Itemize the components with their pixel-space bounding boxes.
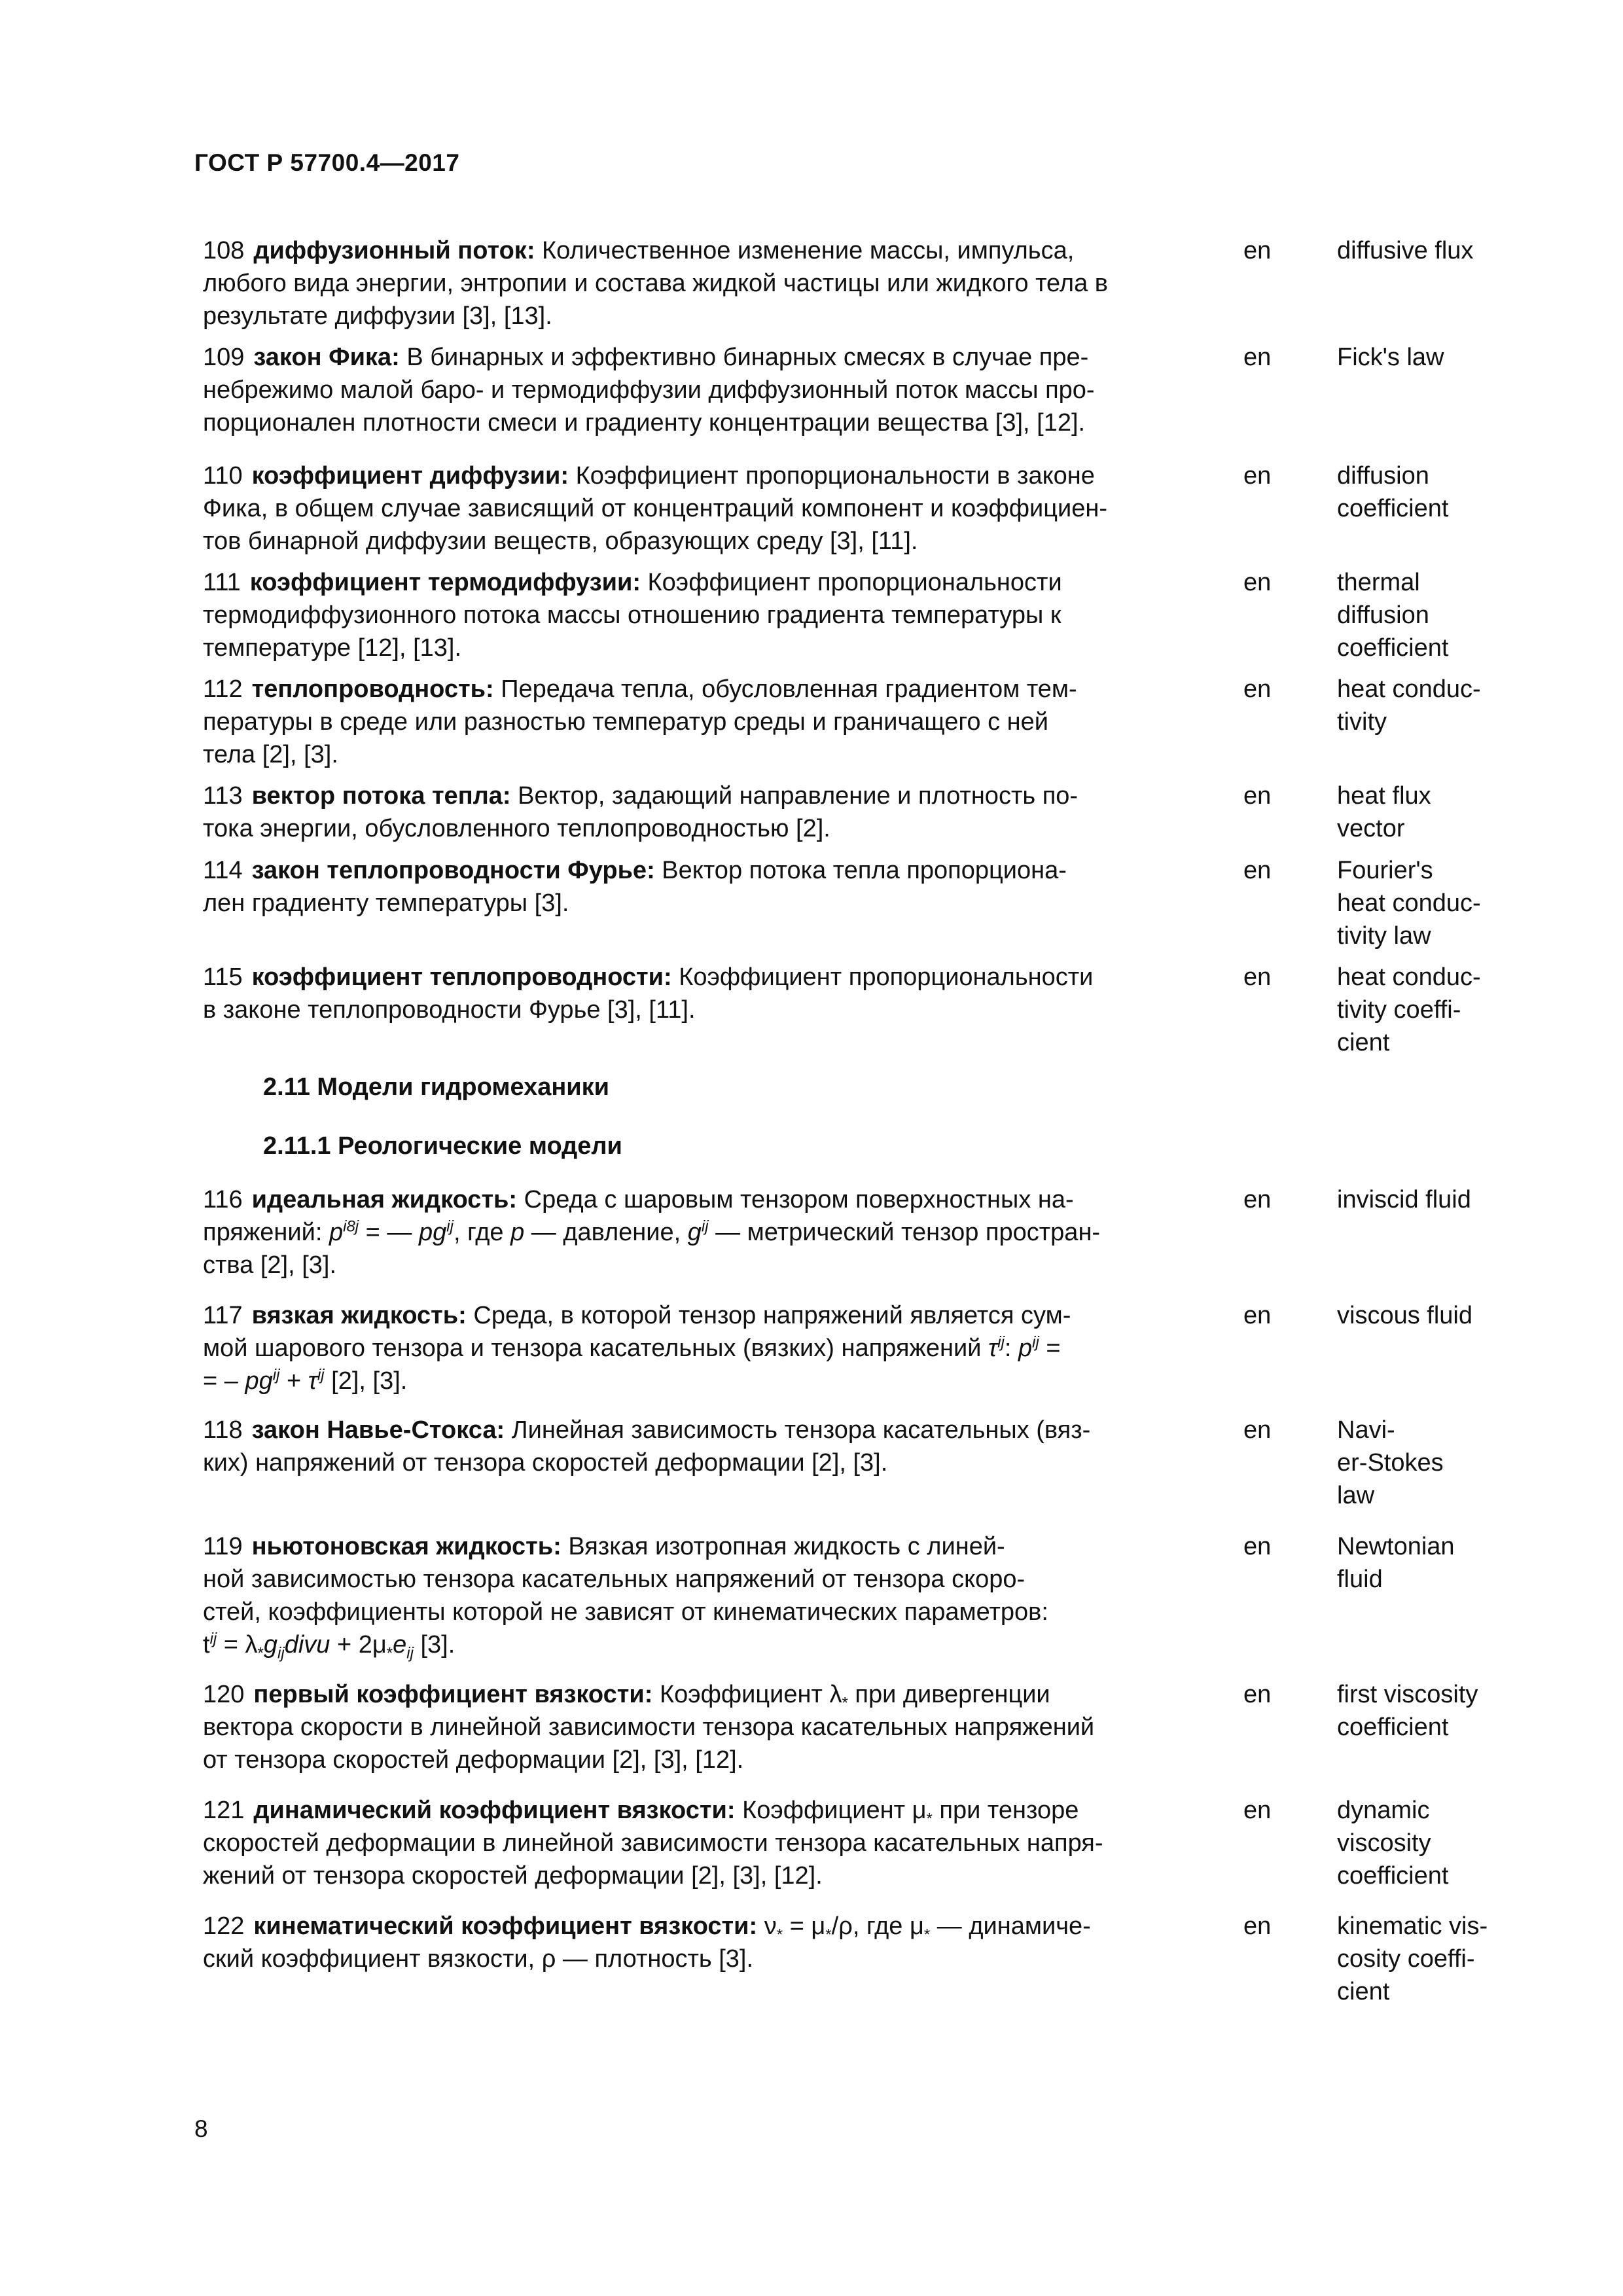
term-name: первый коэффициент вязкости: [253, 1681, 653, 1708]
term-name: диффузионный поток: [253, 237, 535, 264]
definition-line: Коэффициент пропорциональности [647, 569, 1062, 596]
term-name: динамический коэффициент вязкости: [253, 1797, 736, 1824]
definition-line: термодиффузионного потока массы отношению градиента температуры к [203, 601, 1061, 629]
term-name: коэффициент диффузии: [251, 462, 569, 490]
term-definition [203, 234, 1185, 332]
language-code: en [1243, 569, 1272, 596]
language-code: en [1243, 1533, 1272, 1560]
definition-line: Фика, в общем случае зависящий от концентраций компонент и коэффициен- [203, 495, 1108, 522]
definition-line: тока энергии, обусловленного теплопроводностью [2]. [203, 815, 830, 842]
term-name: закон Фика: [253, 344, 400, 371]
definition-line: Вектор, задающий направление и плотность по- [518, 782, 1079, 810]
english-equivalent: heat flux vector [1337, 782, 1431, 842]
definition-line: В бинарных и эффективно бинарных смесях в случае пре- [406, 344, 1089, 371]
term-definition: 122 кинематический коэффициент вязкости: $\nu_* = \mu_*/\rho$, где $\mu_*$ — динамиче- ский коэффициент вязкости, ρ — плотность [3]. [203, 1912, 1091, 1973]
term-definition [203, 1414, 1185, 1479]
definition-line: результате диффузии [3], [13]. [203, 302, 552, 330]
language-code: en [1243, 1912, 1272, 1940]
english-equivalent: Fick's law [1337, 344, 1444, 371]
english-equivalent: thermal diffusion coefficient [1337, 569, 1449, 662]
definition-line: пературы в среде или разностью температур среды и граничащего с ней [203, 708, 1049, 736]
term-name: кинематический коэффициент вязкости: [253, 1912, 758, 1940]
term-number: 109 [203, 344, 245, 371]
definition-line: Линейная зависимость тензора касательных (вяз- [511, 1416, 1091, 1444]
term-number: 113 [203, 782, 243, 810]
language-code: en [1243, 1681, 1272, 1708]
term-name: ньютоновская жидкость: [251, 1533, 562, 1560]
english-equivalent: kinematic vis- cosity coeffi- cient [1337, 1912, 1488, 2005]
term-name: идеальная жидкость: [251, 1186, 518, 1213]
english-equivalent: first viscosity coefficient [1337, 1681, 1478, 1741]
page-number: 8 [194, 2115, 208, 2142]
term-number: 115 [203, 963, 243, 991]
definition-line: Передача тепла, обусловленная градиентом тем- [501, 675, 1077, 703]
term-definition [203, 566, 1185, 664]
language-code: en [1243, 1302, 1272, 1329]
term-definition [203, 961, 1185, 1026]
definition-line: любого вида энергии, энтропии и состава жидкой частицы или жидкого тела в [203, 270, 1108, 297]
definition-line: Вектор потока тепла пропорциона- [662, 857, 1067, 884]
english-equivalent: Navi- er-Stokes law [1337, 1416, 1444, 1509]
term-definition: 116 идеальная жидкость: Среда с шаровым тензором поверхностных на- пряжений: $p^{i8j}$ = — $pg^{ij}$, где p — давление, $g^{ij}$ — метрический тензор простран- ства [2], [3]. [203, 1186, 1101, 1279]
definition-line: порционален плотности смеси и градиенту концентрации вещества [3], [12]. [203, 409, 1086, 437]
term-definition: 117 вязкая жидкость: Среда, в которой тензор напряжений является сум- мой шарового тензора и тензора касательных (вязких) напряжений $\tau^{ij}$: $p^{ij}$ = = – $pg^{ij} + \tau^{ij}$ [2], [3]. [203, 1302, 1071, 1395]
term-name: коэффициент теплопроводности: [251, 963, 672, 991]
term-definition [203, 780, 1185, 845]
term-name: вектор потока тепла: [251, 782, 511, 810]
definition-line: лен градиенту температуры [3]. [203, 889, 569, 917]
term-number: 121 [203, 1797, 245, 1824]
definition-line: Коэффициент пропорциональности [679, 963, 1094, 991]
term-definition [203, 854, 1185, 920]
term-definition [203, 459, 1185, 558]
language-code: en [1243, 963, 1272, 991]
term-number: 108 [203, 237, 245, 264]
english-equivalent: dynamic viscosity coefficient [1337, 1797, 1449, 1890]
english-equivalent: heat conduc- tivity [1337, 675, 1481, 736]
language-code: en [1243, 857, 1272, 884]
language-code: en [1243, 237, 1272, 264]
term-number: 110 [203, 462, 243, 490]
definition-line: Количественное изменение массы, импульса, [542, 237, 1075, 264]
english-equivalent: viscous fluid [1337, 1302, 1472, 1329]
language-code: en [1243, 462, 1272, 490]
english-equivalent: diffusive flux [1337, 237, 1474, 264]
term-number: 116 [203, 1186, 243, 1213]
document-header: ГОСТ Р 57700.4—2017 [194, 149, 460, 176]
term-definition: 120 первый коэффициент вязкости: Коэффициент $\lambda_*$ при дивергенции вектора скорости в линейной зависимости тензора касательных напряжений от тензора скоростей деформации [2], [3], [12]. [203, 1681, 1095, 1774]
term-name: теплопроводность: [251, 675, 494, 703]
term-definition: 119 ньютоновская жидкость: Вязкая изотропная жидкость с линей- ной зависимостью тензора касательных напряжений от тензора скоро- стей, коэффициенты которой не зависят от кинематических параметров: $t^{ij}$ = $\lambda_*g_{ij}divu + 2\mu_*e_{ij}$ [3]. [203, 1533, 1048, 1662]
definition-line: тела [2], [3]. [203, 741, 338, 768]
language-code: en [1243, 1797, 1272, 1824]
definition-line: тов бинарной диффузии веществ, образующих среду [3], [11]. [203, 528, 918, 555]
term-number: 119 [203, 1533, 243, 1560]
term-number: 114 [203, 857, 243, 884]
term-name: закон теплопроводности Фурье: [251, 857, 655, 884]
term-definition: 121 динамический коэффициент вязкости: Коэффициент $\mu_*$ при тензоре скоростей деформации в линейной зависимости тензора касательных напря- жений от тензора скоростей деформации [2], [3], [12]. [203, 1797, 1103, 1890]
section-heading-2-11: 2.11 Модели гидромеханики [263, 1073, 610, 1101]
language-code: en [1243, 782, 1272, 810]
definition-line: небрежимо малой баро- и термодиффузии диффузионный поток массы про- [203, 376, 1095, 404]
english-equivalent: diffusion coefficient [1337, 462, 1449, 522]
language-code: en [1243, 1416, 1272, 1444]
english-equivalent: heat conduc- tivity coeffi- cient [1337, 963, 1481, 1056]
language-code: en [1243, 675, 1272, 703]
english-equivalent: inviscid fluid [1337, 1186, 1471, 1213]
english-equivalent: Newtonian fluid [1337, 1533, 1455, 1593]
english-equivalent: Fourier's heat conduc- tivity law [1337, 857, 1481, 950]
term-number: 120 [203, 1681, 245, 1708]
term-number: 111 [203, 569, 241, 596]
definition-line: в законе теплопроводности Фурье [3], [11]. [203, 996, 696, 1024]
term-definition [203, 673, 1185, 771]
term-number: 117 [203, 1302, 243, 1329]
term-name: вязкая жидкость: [251, 1302, 467, 1329]
language-code: en [1243, 344, 1272, 371]
language-code: en [1243, 1186, 1272, 1213]
term-name: закон Навье-Стокса: [251, 1416, 505, 1444]
term-number: 118 [203, 1416, 243, 1444]
term-number: 122 [203, 1912, 245, 1940]
definition-line: Коэффициент пропорциональности в законе [575, 462, 1095, 490]
definition-line: ких) напряжений от тензора скоростей деформации [2], [3]. [203, 1449, 888, 1477]
term-name: коэффициент термодиффузии: [249, 569, 641, 596]
term-number: 112 [203, 675, 243, 703]
term-definition [203, 341, 1185, 439]
definition-line: температуре [12], [13]. [203, 634, 462, 662]
section-heading-2-11-1: 2.11.1 Реологические модели [263, 1132, 622, 1160]
